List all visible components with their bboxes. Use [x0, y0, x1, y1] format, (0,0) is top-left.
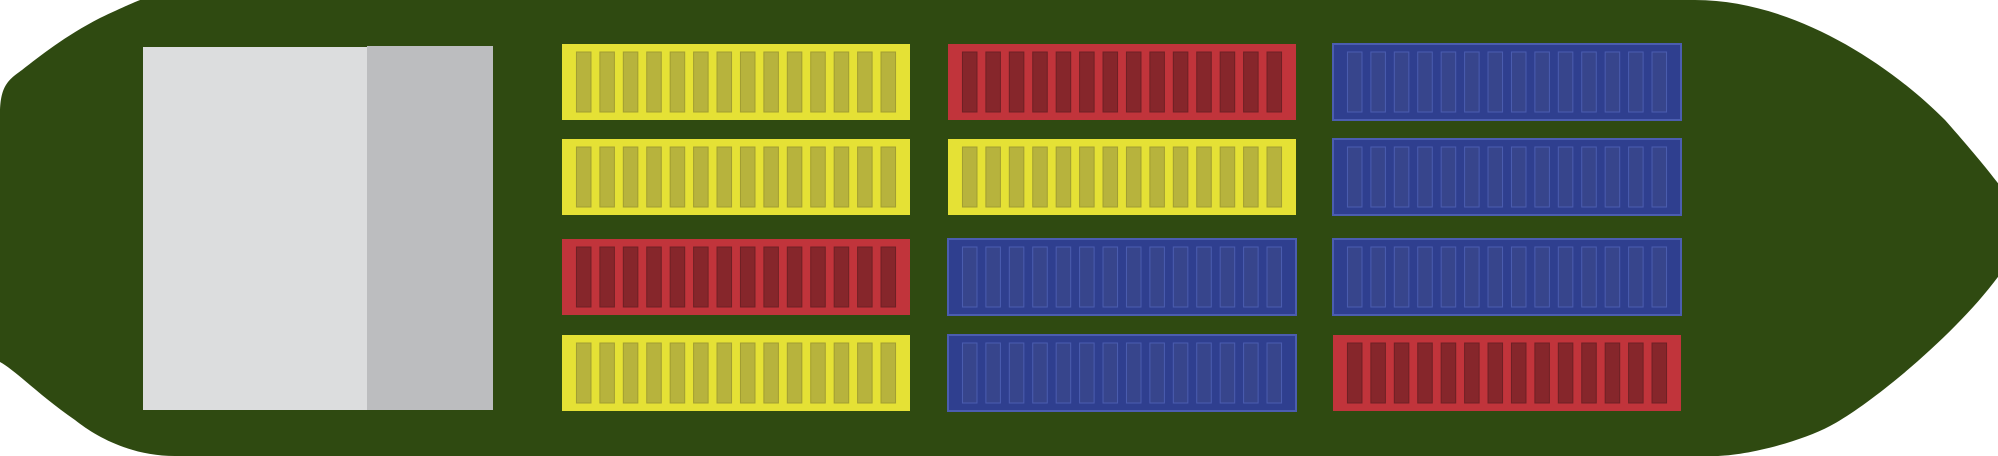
container-slot [740, 147, 755, 207]
container-slot [1197, 147, 1212, 207]
container-slot [1267, 247, 1282, 307]
container-slot [764, 247, 779, 307]
container-slot [881, 247, 896, 307]
container-slot [1056, 247, 1071, 307]
container-slot [717, 147, 732, 207]
container-slot [834, 147, 849, 207]
container-slot [858, 147, 873, 207]
container-slot [1033, 247, 1048, 307]
container-slot [1394, 247, 1409, 307]
cabin-roof-shadow [367, 46, 493, 410]
container-slot [1394, 52, 1409, 112]
container-slot [1056, 343, 1071, 403]
container-slot [694, 52, 709, 112]
container-slot [1652, 52, 1667, 112]
container-slot [740, 247, 755, 307]
container-slot [1080, 343, 1095, 403]
container-slot [1150, 52, 1165, 112]
container-slot [858, 52, 873, 112]
container-blue [1333, 44, 1681, 120]
container-slot [1197, 52, 1212, 112]
container-yellow [562, 139, 910, 215]
container-slot [1126, 52, 1141, 112]
container-slot [1267, 147, 1282, 207]
container-slot [1558, 343, 1573, 403]
container-slot [811, 52, 826, 112]
container-slot [1488, 343, 1503, 403]
container-slot [986, 52, 1001, 112]
container-slot [1244, 147, 1259, 207]
container-slot [787, 343, 802, 403]
container-slot [1535, 247, 1550, 307]
container-slot [1033, 343, 1048, 403]
container-slot [1009, 343, 1024, 403]
container-slot [1652, 147, 1667, 207]
container-slot [740, 343, 755, 403]
container-slot [1173, 147, 1188, 207]
container-slot [1080, 52, 1095, 112]
container-slot [1244, 247, 1259, 307]
container-slot [1629, 247, 1644, 307]
container-slot [717, 52, 732, 112]
container-slot [1150, 147, 1165, 207]
container-slot [1056, 52, 1071, 112]
container-slot [1347, 343, 1362, 403]
container-slot [1465, 52, 1480, 112]
container-slot [1056, 147, 1071, 207]
container-slot [576, 247, 591, 307]
container-blue [948, 239, 1296, 315]
container-slot [1009, 247, 1024, 307]
container-slot [881, 147, 896, 207]
container-slot [787, 247, 802, 307]
container-slot [1394, 147, 1409, 207]
container-slot [600, 52, 615, 112]
container-slot [647, 247, 662, 307]
container-slot [1347, 52, 1362, 112]
container-slot [811, 343, 826, 403]
container-slot [1652, 343, 1667, 403]
container-slot [858, 247, 873, 307]
container-slot [717, 247, 732, 307]
container-slot [1488, 52, 1503, 112]
container-slot [1371, 147, 1386, 207]
container-slot [694, 343, 709, 403]
container-slot [1418, 147, 1433, 207]
container-slot [1558, 147, 1573, 207]
container-slot [1080, 147, 1095, 207]
container-slot [1220, 343, 1235, 403]
container-slot [1009, 52, 1024, 112]
container-slot [1371, 343, 1386, 403]
container-slot [1080, 247, 1095, 307]
container-slot [1173, 343, 1188, 403]
container-slot [1465, 147, 1480, 207]
container-slot [1558, 247, 1573, 307]
container-slot [1535, 343, 1550, 403]
container-slot [576, 52, 591, 112]
container-slot [1173, 52, 1188, 112]
container-slot [1418, 343, 1433, 403]
container-slot [1220, 247, 1235, 307]
cabin-roof-light [143, 47, 368, 410]
container-slot [1394, 343, 1409, 403]
container-slot [1220, 52, 1235, 112]
container-blue [1333, 239, 1681, 315]
container-slot [1347, 147, 1362, 207]
container-slot [647, 343, 662, 403]
container-slot [1371, 247, 1386, 307]
container-slot [1582, 343, 1597, 403]
container-slot [1582, 247, 1597, 307]
container-slot [986, 343, 1001, 403]
container-slot [1605, 52, 1620, 112]
container-slot [647, 147, 662, 207]
container-red [1333, 335, 1681, 411]
container-slot [1267, 343, 1282, 403]
container-slot [1103, 343, 1118, 403]
container-slot [600, 247, 615, 307]
container-slot [694, 247, 709, 307]
container-red [948, 44, 1296, 120]
container-slot [1465, 247, 1480, 307]
container-slot [623, 52, 638, 112]
container-slot [600, 343, 615, 403]
container-slot [670, 247, 685, 307]
container-slot [1652, 247, 1667, 307]
container-slot [1126, 147, 1141, 207]
container-slot [1605, 147, 1620, 207]
container-slot [1535, 52, 1550, 112]
container-slot [1605, 343, 1620, 403]
container-slot [787, 147, 802, 207]
container-slot [1629, 52, 1644, 112]
container-slot [962, 247, 977, 307]
container-slot [670, 343, 685, 403]
container-slot [1033, 52, 1048, 112]
container-slot [1511, 147, 1526, 207]
container-slot [986, 247, 1001, 307]
container-slot [1173, 247, 1188, 307]
container-slot [1418, 247, 1433, 307]
container-slot [1629, 343, 1644, 403]
container-slot [1465, 343, 1480, 403]
container-slot [1605, 247, 1620, 307]
container-slot [1244, 343, 1259, 403]
container-slot [1535, 147, 1550, 207]
container-slot [576, 343, 591, 403]
container-slot [694, 147, 709, 207]
container-slot [600, 147, 615, 207]
container-slot [670, 147, 685, 207]
container-slot [1267, 52, 1282, 112]
container-slot [1511, 52, 1526, 112]
container-slot [1347, 247, 1362, 307]
container-slot [962, 52, 977, 112]
container-slot [1488, 147, 1503, 207]
container-slot [1197, 343, 1212, 403]
container-slot [1582, 52, 1597, 112]
container-slot [740, 52, 755, 112]
container-slot [764, 147, 779, 207]
container-slot [787, 52, 802, 112]
container-slot [1197, 247, 1212, 307]
container-slot [986, 147, 1001, 207]
container-slot [717, 343, 732, 403]
container-slot [811, 147, 826, 207]
container-slot [1220, 147, 1235, 207]
container-slot [1511, 343, 1526, 403]
container-slot [1126, 343, 1141, 403]
container-slot [834, 343, 849, 403]
container-slot [1629, 147, 1644, 207]
container-slot [670, 52, 685, 112]
container-slot [764, 343, 779, 403]
container-slot [1150, 247, 1165, 307]
container-slot [1009, 147, 1024, 207]
container-slot [576, 147, 591, 207]
container-slot [1371, 52, 1386, 112]
container-slot [858, 343, 873, 403]
container-red [562, 239, 910, 315]
container-slot [623, 147, 638, 207]
container-slot [1558, 52, 1573, 112]
container-slot [1103, 147, 1118, 207]
container-slot [1582, 147, 1597, 207]
container-slot [811, 247, 826, 307]
container-slot [1511, 247, 1526, 307]
container-slot [764, 52, 779, 112]
container-slot [1103, 52, 1118, 112]
container-slot [834, 247, 849, 307]
container-slot [962, 343, 977, 403]
container-slot [1244, 52, 1259, 112]
container-slot [1150, 343, 1165, 403]
container-slot [1033, 147, 1048, 207]
container-slot [1126, 247, 1141, 307]
container-slot [1488, 247, 1503, 307]
container-slot [1441, 247, 1456, 307]
container-slot [962, 147, 977, 207]
container-slot [647, 52, 662, 112]
container-yellow [948, 139, 1296, 215]
container-slot [881, 52, 896, 112]
container-slot [1441, 52, 1456, 112]
container-slot [623, 343, 638, 403]
container-blue [1333, 139, 1681, 215]
container-slot [1418, 52, 1433, 112]
container-slot [623, 247, 638, 307]
container-slot [1441, 343, 1456, 403]
ship-cabin [143, 46, 493, 410]
container-slot [834, 52, 849, 112]
container-slot [1441, 147, 1456, 207]
container-yellow [562, 335, 910, 411]
container-yellow [562, 44, 910, 120]
container-slot [881, 343, 896, 403]
container-blue [948, 335, 1296, 411]
container-slot [1103, 247, 1118, 307]
